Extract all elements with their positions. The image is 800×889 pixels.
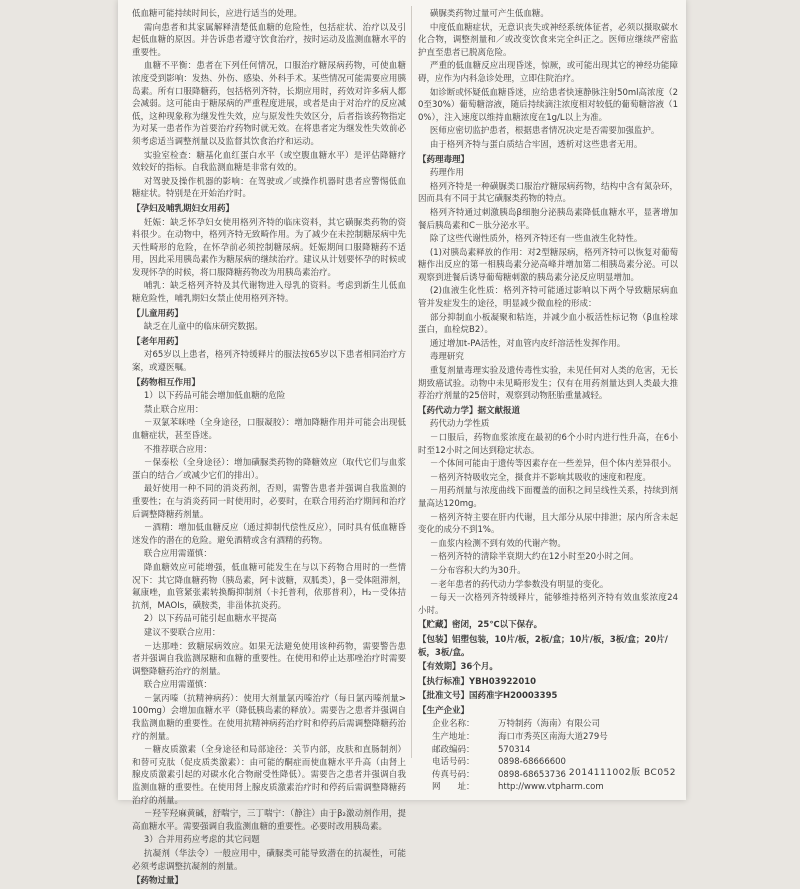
- section-heading: 【孕妇及哺乳期妇女用药】: [132, 203, 235, 214]
- company-row: [432, 718, 678, 731]
- paragraph: 磺脲类药物过量可产生低血糖。: [429, 9, 549, 19]
- paragraph: －用药剂量与浓度曲线下面覆盖的面积之间呈线性关系，持续到剂量高达120mg。: [418, 486, 678, 509]
- company-field-label: 电话号码：: [432, 757, 475, 768]
- section-heading: 【执行标准】YBH03922010: [418, 676, 537, 687]
- company-field-label: 邮政编码：: [432, 744, 475, 755]
- company-row: [432, 781, 678, 794]
- paragraph: (2)血液生化性质：格列齐特可能通过影响以下两个导致糖尿病血管并发症发生的途径，明显减少微血栓的形成：: [418, 286, 678, 310]
- company-row: [432, 731, 678, 744]
- left-column: [132, 8, 406, 889]
- paragraph: 中度低血糖症状，无意识丧失或神经系统体征者，必须以摄取碳水化合物，调整剂量和／或改变饮食来完全纠正之。医师应继续严密监护直至患者已脱离危险。: [418, 22, 678, 58]
- paragraph: －达那唑：致糖尿病效应。如果无法避免使用该种药物，需要警告患者并强调自我监测尿糖和血糖的重要性。在使用和停止达那唑治疗时需要调整降糖药治疗的剂量。: [132, 641, 406, 677]
- paragraph: 不推荐联合应用：: [143, 444, 212, 455]
- section-heading: 【药代动力学】据文献报道: [418, 405, 521, 416]
- paragraph: 实验室检查：糖基化血红蛋白水平（或空腹血糖水平）是评估降糖疗效较好的指标。自我监测血糖是非常有效的。: [132, 150, 406, 174]
- paragraph: 通过增加t-PA活性，对血管内皮纤溶活性发挥作用。: [429, 338, 626, 349]
- company-field-value: 0898-68666600: [498, 757, 566, 768]
- section-heading: 【药理毒理】: [418, 154, 470, 165]
- paragraph: 联合应用需谨慎：: [143, 549, 212, 560]
- section-heading: 【药物过量】: [132, 876, 184, 887]
- paragraph: (1)对胰岛素释放的作用：对2型糖尿病，格列齐特可以恢复对葡萄糖作出反应的第一相胰岛素分泌高峰并增加第二相胰岛素分泌。可以观察到进餐后诱导葡萄糖刺激的胰岛素分泌反应明显增加。: [418, 247, 678, 283]
- paragraph: －糖皮质激素（全身途径和局部途径：关节内部，皮肤和直肠制剂）和替可克肽（促皮质类激素）：由可能的酮症而使血糖水平升高（由肾上腺皮质激素引起的对碳水化合物耐受性降低）。需要告之患者并强调自我监测血糖的重要性。在使用肾上腺皮质激素治疗时和停药后需调整降糖药治疗的剂量。: [132, 745, 406, 806]
- company-field-value: 海口市秀英区南海大道279号: [498, 732, 608, 743]
- paragraph: －每天一次格列齐特缓释片，能够维持格列齐特有效血浆浓度24小时。: [418, 593, 678, 616]
- right-column: [418, 8, 678, 794]
- section-heading: 【贮藏】密闭，25℃以下保存。: [418, 620, 543, 631]
- paragraph: －氯丙嗪（抗精神病药）：使用大剂量氯丙嗪治疗（每日氯丙嗪剂量>100mg）会增加血糖水平（降低胰岛素的释放）。需要告之患者并强调自我监测血糖的重要性。在使用抗精神病药治疗时和停药后需调整降糖药治疗的剂量。: [132, 693, 406, 742]
- paragraph: 2）以下药品可能引起血糖水平提高: [143, 614, 277, 625]
- paragraph: －羟苄羟麻黄碱，舒喘宁，三丁喘宁：（静注）由于β₂激动剂作用，提高血糖水平。需要强调自我监测血糖的重要性。必要时改用胰岛素。: [132, 809, 406, 832]
- paragraph: 严重的低血糖反应出现昏迷，惊厥，或可能出现其它的神经功能障碍，应作为内科急诊处理，立即住院治疗。: [418, 61, 678, 84]
- paragraph: 如诊断或怀疑低血糖昏迷，应给患者快速静脉注射50ml高浓度（20至30%）葡萄糖溶液，随后持续滴注浓度相对较低的葡萄糖溶液（10%），注入速度以维持血糖浓度在1g/L以上为准。: [418, 87, 678, 123]
- company-field-label: 网 址：: [432, 782, 475, 793]
- paragraph: －血浆内检测不到有效的代谢产物。: [429, 538, 566, 549]
- section-heading: 【儿童用药】: [132, 308, 184, 319]
- paragraph: 对驾驶及操作机器的影响：在驾驶或／或操作机器时患者应警惕低血糖症状。特别是在开始治疗时。: [132, 176, 406, 200]
- company-field-value: 万特制药（海南）有限公司: [498, 719, 601, 730]
- paragraph: 部分抑制血小板凝聚和粘连，并减少血小板活性标记物（β血栓球蛋白，血栓烷B2）。: [418, 312, 678, 336]
- company-info: [418, 718, 678, 794]
- paragraph: 重复剂量毒理实验及遗传毒性实验，未见任何对人类的危害，无长期致癌试验。动物中未见畸形发生；仅有在用药剂量达到人类最大推荐治疗剂量的25倍时，观察到动物胚胎重量减轻。: [418, 366, 678, 402]
- paragraph: 3）合并用药应考虑的其它问题: [143, 835, 260, 846]
- section-heading: 【批准文号】国药准字H20003395: [418, 691, 558, 702]
- paragraph: 除了这些代谢性质外，格列齐特还有一些血液生化特性。: [429, 234, 643, 245]
- paragraph: 哺乳：缺乏格列齐特及其代谢物进入母乳的资料。考虑到新生儿低血糖危险性，哺乳期妇女禁止使用格列齐特。: [132, 281, 406, 305]
- company-field-label: 传真号码：: [432, 769, 475, 780]
- section-heading: 【生产企业】: [418, 705, 470, 716]
- paragraph: 1）以下药品可能会增加低血糖的危险: [143, 391, 286, 402]
- section-heading: 【包装】铝塑包装，10片/板，2板/盒；10片/板，3板/盒；20片/板，3板/盒。: [418, 634, 668, 658]
- paragraph: 由于格列齐特与蛋白质结合牢固，透析对这些患者无用。: [429, 139, 643, 150]
- paragraph: 最好使用一种不同的消炎药剂，否则，需警告患者并强调自我监测的重要性；在与消炎药同一时使用时，必要时，在联合用药治疗期间和治疗后调整降糖药剂量。: [132, 484, 406, 520]
- paragraph: 缺乏在儿童中的临床研究数据。: [143, 322, 263, 333]
- column-divider: [411, 6, 412, 758]
- paragraph: 格列齐特是一种磺脲类口服治疗糖尿病药物，结构中含有氮杂环，因而具有不同于其它磺脲类药物的特点。: [418, 181, 678, 205]
- section-heading: 【老年用药】: [132, 336, 184, 347]
- paragraph: 对65岁以上患者，格列齐特缓释片的服法按65岁以下患者相同治疗方案，或遵医嘱。: [132, 350, 406, 374]
- company-field-value: 570314: [498, 744, 531, 755]
- paragraph: －老年患者的药代动力学参数没有明显的变化。: [429, 579, 609, 590]
- paragraph: 毒理研究: [429, 352, 464, 363]
- version-footer: 2014111002版 BC052: [568, 768, 676, 778]
- section-heading: 【药物相互作用】: [132, 377, 201, 388]
- paragraph: 需向患者和其家属解释清楚低血糖的危险性，包括症状、治疗以及引起低血糖的原因。并告诉患者遵守饮食治疗，按时运动及监测血糖水平的重要性。: [132, 22, 406, 58]
- company-field-value: http://www.vtpharm.com: [498, 782, 604, 793]
- section-heading: 【有效期】36个月。: [418, 662, 498, 673]
- paragraph: －酒精：增加低血糖反应（通过抑制代偿性反应），同时具有低血糖昏迷发作的潜在的危险。避免酒精或含有酒精的药物。: [132, 523, 406, 546]
- paragraph: 药代动力学性质: [429, 419, 490, 430]
- paragraph: －格列齐特主要在肝内代谢，且大部分从尿中排泄；尿内所含未起变化的成分不到1%。: [418, 512, 678, 536]
- paragraph: 血糖不平衡：患者在下列任何情况，口服治疗糖尿病药物，可使血糖浓度受到影响：发热、外伤、感染、外科手术。某些情况可能需要应用胰岛素。所有口服降糖药，包括格列齐特，长期应用时，药效对许多病人都会减弱。这可能由于糖尿病的严重程度进展，或者是由于对治疗的反应减低，这种现象称为继发性失效，应与原发性失效区分，后者指该药物指定为对某一患者作为首要治疗药物时就无效。在将患者定为继发性失效前必须考虑适当调整剂量以及监督其饮食治疗和运动。: [132, 61, 406, 147]
- paragraph: －口服后，药物血浆浓度在最初的6个小时内进行性升高，在6小时至12小时之间达到稳定状态。: [418, 433, 678, 456]
- paragraph: －保泰松（全身途径）：增加磺脲类药物的降糖效应（取代它们与血浆蛋白的结合／或减少它们的排出）。: [132, 458, 406, 481]
- paragraph: 医师应密切监护患者，根据患者情况决定是否需要加强监护。: [429, 126, 660, 137]
- company-field-value: 0898-68653736: [498, 769, 566, 780]
- paragraph: －双氯苯咪唑（全身途径，口服凝胶）：增加降糖作用并可能会出现低血糖症状，甚至昏迷。: [132, 418, 406, 441]
- paragraph: －格列齐特吸收完全，摄食并不影响其吸收的速度和程度。: [429, 472, 651, 483]
- company-row: [432, 744, 678, 757]
- paragraph: 联合应用需谨慎：: [143, 680, 212, 691]
- paragraph: 格列齐特通过刺激胰岛β细胞分泌胰岛素降低血糖水平，显著增加餐后胰岛素和C－肽分泌水平。: [418, 207, 678, 231]
- paragraph: －格列齐特的清除半衰期大约在12小时至20小时之间。: [429, 552, 639, 563]
- paragraph: 抗凝剂（华法令）一般应用中，磺脲类可能导致潜在的抗凝性，可能必须考虑调整抗凝剂的剂量。: [132, 849, 406, 872]
- company-field-label: 企业名称：: [432, 719, 475, 730]
- paragraph: －个体间可能由于遗传等因素存在一些差异，但个体内差异很小。: [429, 459, 677, 470]
- company-field-label: 生产地址：: [432, 732, 475, 743]
- paragraph: 药理作用: [429, 168, 464, 179]
- paragraph: 降血糖效应可能增强，低血糖可能发生在与以下药物合用时的一些情况下：其它降血糖药物（胰岛素，阿卡波糖，双胍类），β－受体阻滞剂，氟康唑，血管紧张素转换酶抑制剂（卡托普利，依那普利），H₂－受体拮抗剂，MAOIs，磺胺类，非甾体抗炎药。: [132, 562, 406, 611]
- paragraph: －分布容积大约为30升。: [429, 565, 526, 576]
- paragraph: 建议不要联合应用：: [143, 627, 221, 638]
- paragraph: 低血糖可能持续时间长，应进行适当的处理。: [132, 9, 303, 19]
- paragraph: 禁止联合应用：: [143, 404, 204, 415]
- paragraph: 妊娠：缺乏怀孕妇女使用格列齐特的临床资料，其它磺脲类药物的资料很少。在动物中，格列齐特无致畸作用。为了减少在未控制糖尿病中先天性畸形的危险，在怀孕前必须控制糖尿病。妊娠期间口服降糖药不适用，因此采用胰岛素作为糖尿病的继续治疗。建议从计划要怀孕的时候或发现怀孕的时候，将口服降糖药物改为用胰岛素治疗。: [132, 217, 406, 278]
